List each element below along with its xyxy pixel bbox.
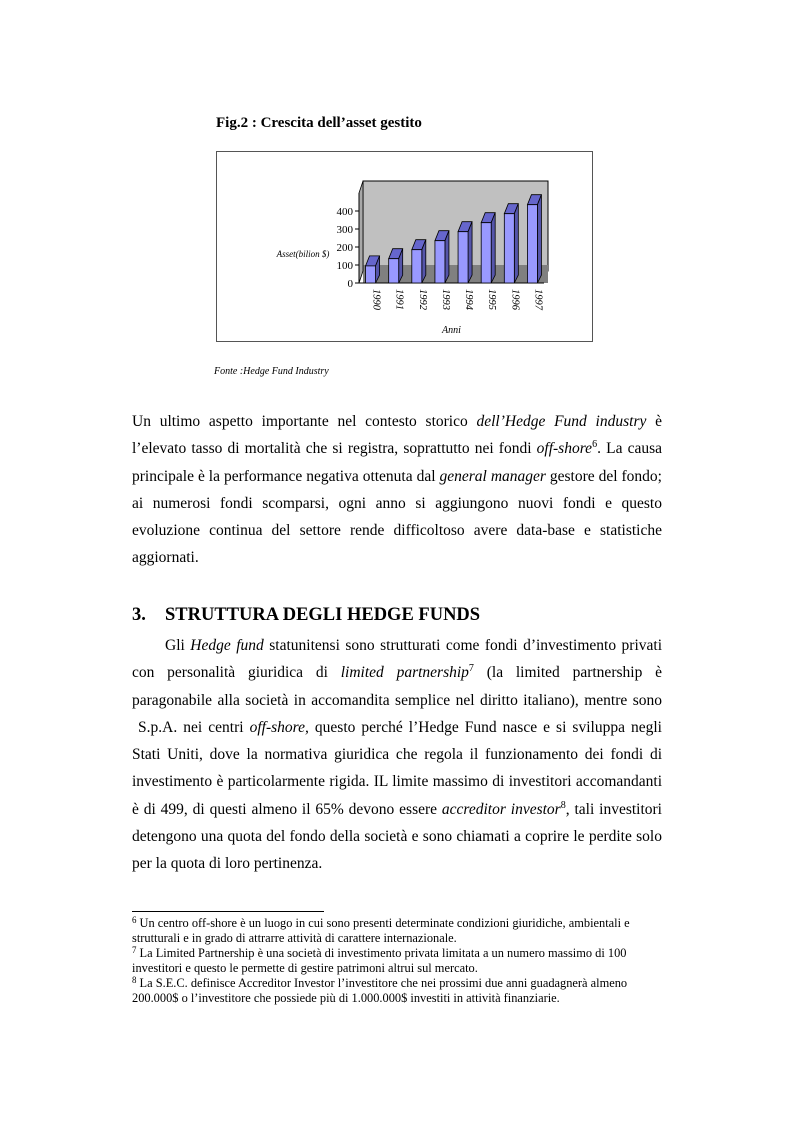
- growth-chart: [217, 152, 592, 341]
- chart-frame: [216, 151, 593, 342]
- x-tick-label: 1993: [439, 289, 451, 310]
- footnote-ref-6: 6: [592, 439, 598, 451]
- x-tick-label: 1990: [370, 289, 382, 310]
- bar-side: [468, 222, 472, 283]
- paragraph-structure: Gli Hedge fund statunitensi sono strutturati come fondi d’investimento privati con personalità giuridica di limited partnership$^7$ (la limited partnership è paragonabile alla società in accomandita semplice nel diritto italiano), mentre sono S.p.A. nei centri off-shore, questo perché l’Hedge Fund nasce e si sviluppa negli Stati Uniti, dove la normativa giuridica che regola il funzionamento dei fondi di investimento è particolarmente rigida. IL limite massimo di investitori accomandanti è di 499, di questi almeno il 65% devono essere accreditor investor$^8$, tali investitori detengono una quota del fondo della società e sono chiamati a coprire le perdite solo per la quota di loro pertinenza.: [132, 637, 663, 873]
- bar: [366, 266, 376, 283]
- chart-side-wall: [359, 181, 363, 283]
- x-tick-label: 1994: [463, 289, 475, 310]
- bar-side: [491, 213, 495, 283]
- footnote-8: $^8$ La S.E.C. definisce Accreditor Investor l’investitore che nei prossimi due anni guadagnerà almeno 200.000$ o l’investitore che possiede più di 1.000.000$ investiti in attività finanziarie.: [132, 974, 628, 1005]
- footnote-ref-7: 7: [468, 663, 474, 675]
- bar: [458, 232, 468, 283]
- footnote-6: $^6$ Un centro off-shore è un luogo in cui sono presenti determinate condizioni giuridiche, ambientali e strutturali e in grado di attrarre attività di carattere internazionale.: [132, 914, 630, 945]
- x-tick-label: 1995: [486, 289, 498, 310]
- figure-source: Fonte :Hedge Fund Industry: [214, 366, 329, 377]
- x-axis-label: Anni: [442, 325, 461, 336]
- y-tick-label: 400: [336, 206, 353, 218]
- bar: [389, 259, 399, 283]
- footnote-ref-8: 8: [560, 799, 566, 811]
- bar: [504, 214, 514, 283]
- bar-side: [445, 231, 449, 283]
- y-axis-label: Asset(bilion $): [276, 249, 330, 259]
- bar-side: [514, 204, 518, 283]
- y-tick-label: 300: [336, 224, 353, 236]
- bar: [412, 250, 422, 283]
- section-title: STRUTTURA DEGLI HEDGE FUNDS: [165, 605, 481, 625]
- x-tick-label: 1996: [509, 289, 521, 310]
- bar: [435, 241, 445, 283]
- x-tick-label: 1997: [532, 289, 544, 310]
- x-tick-label: 1991: [393, 289, 405, 310]
- footnotes: [132, 916, 664, 1006]
- section-number: 3.: [132, 605, 146, 625]
- figure-title: Fig.2 : Crescita dell’asset gestito: [216, 115, 422, 131]
- y-tick-label: 100: [336, 260, 353, 272]
- y-tick-label: 200: [336, 242, 353, 254]
- section-heading: [132, 605, 480, 626]
- footnote-7: $^7$ La Limited Partnership è una società di investimento privata limitata a un numero massimo di 100 investitori e questo le permette di gestire patrimoni altrui sul mercato.: [132, 944, 627, 975]
- footnote-separator: [132, 911, 324, 912]
- y-tick-label: 0: [347, 278, 353, 290]
- bar: [527, 205, 537, 283]
- x-tick-label: 1992: [416, 289, 428, 310]
- paragraph-mortality: Un ultimo aspetto importante nel contesto storico dell’Hedge Fund industry è l’elevato tasso di mortalità che si registra, soprattutto nei fondi off-shore$^6$. La causa principale è la performance negativa ottenuta dal general manager gestore del fondo; ai numerosi fondi scomparsi, ogni anno si aggiungono nuovi fondi e questo evoluzione continua del settore rende difficoltoso avere data-base e statistiche aggiornati.: [132, 413, 663, 567]
- bar-side: [537, 195, 541, 283]
- bar: [481, 223, 491, 283]
